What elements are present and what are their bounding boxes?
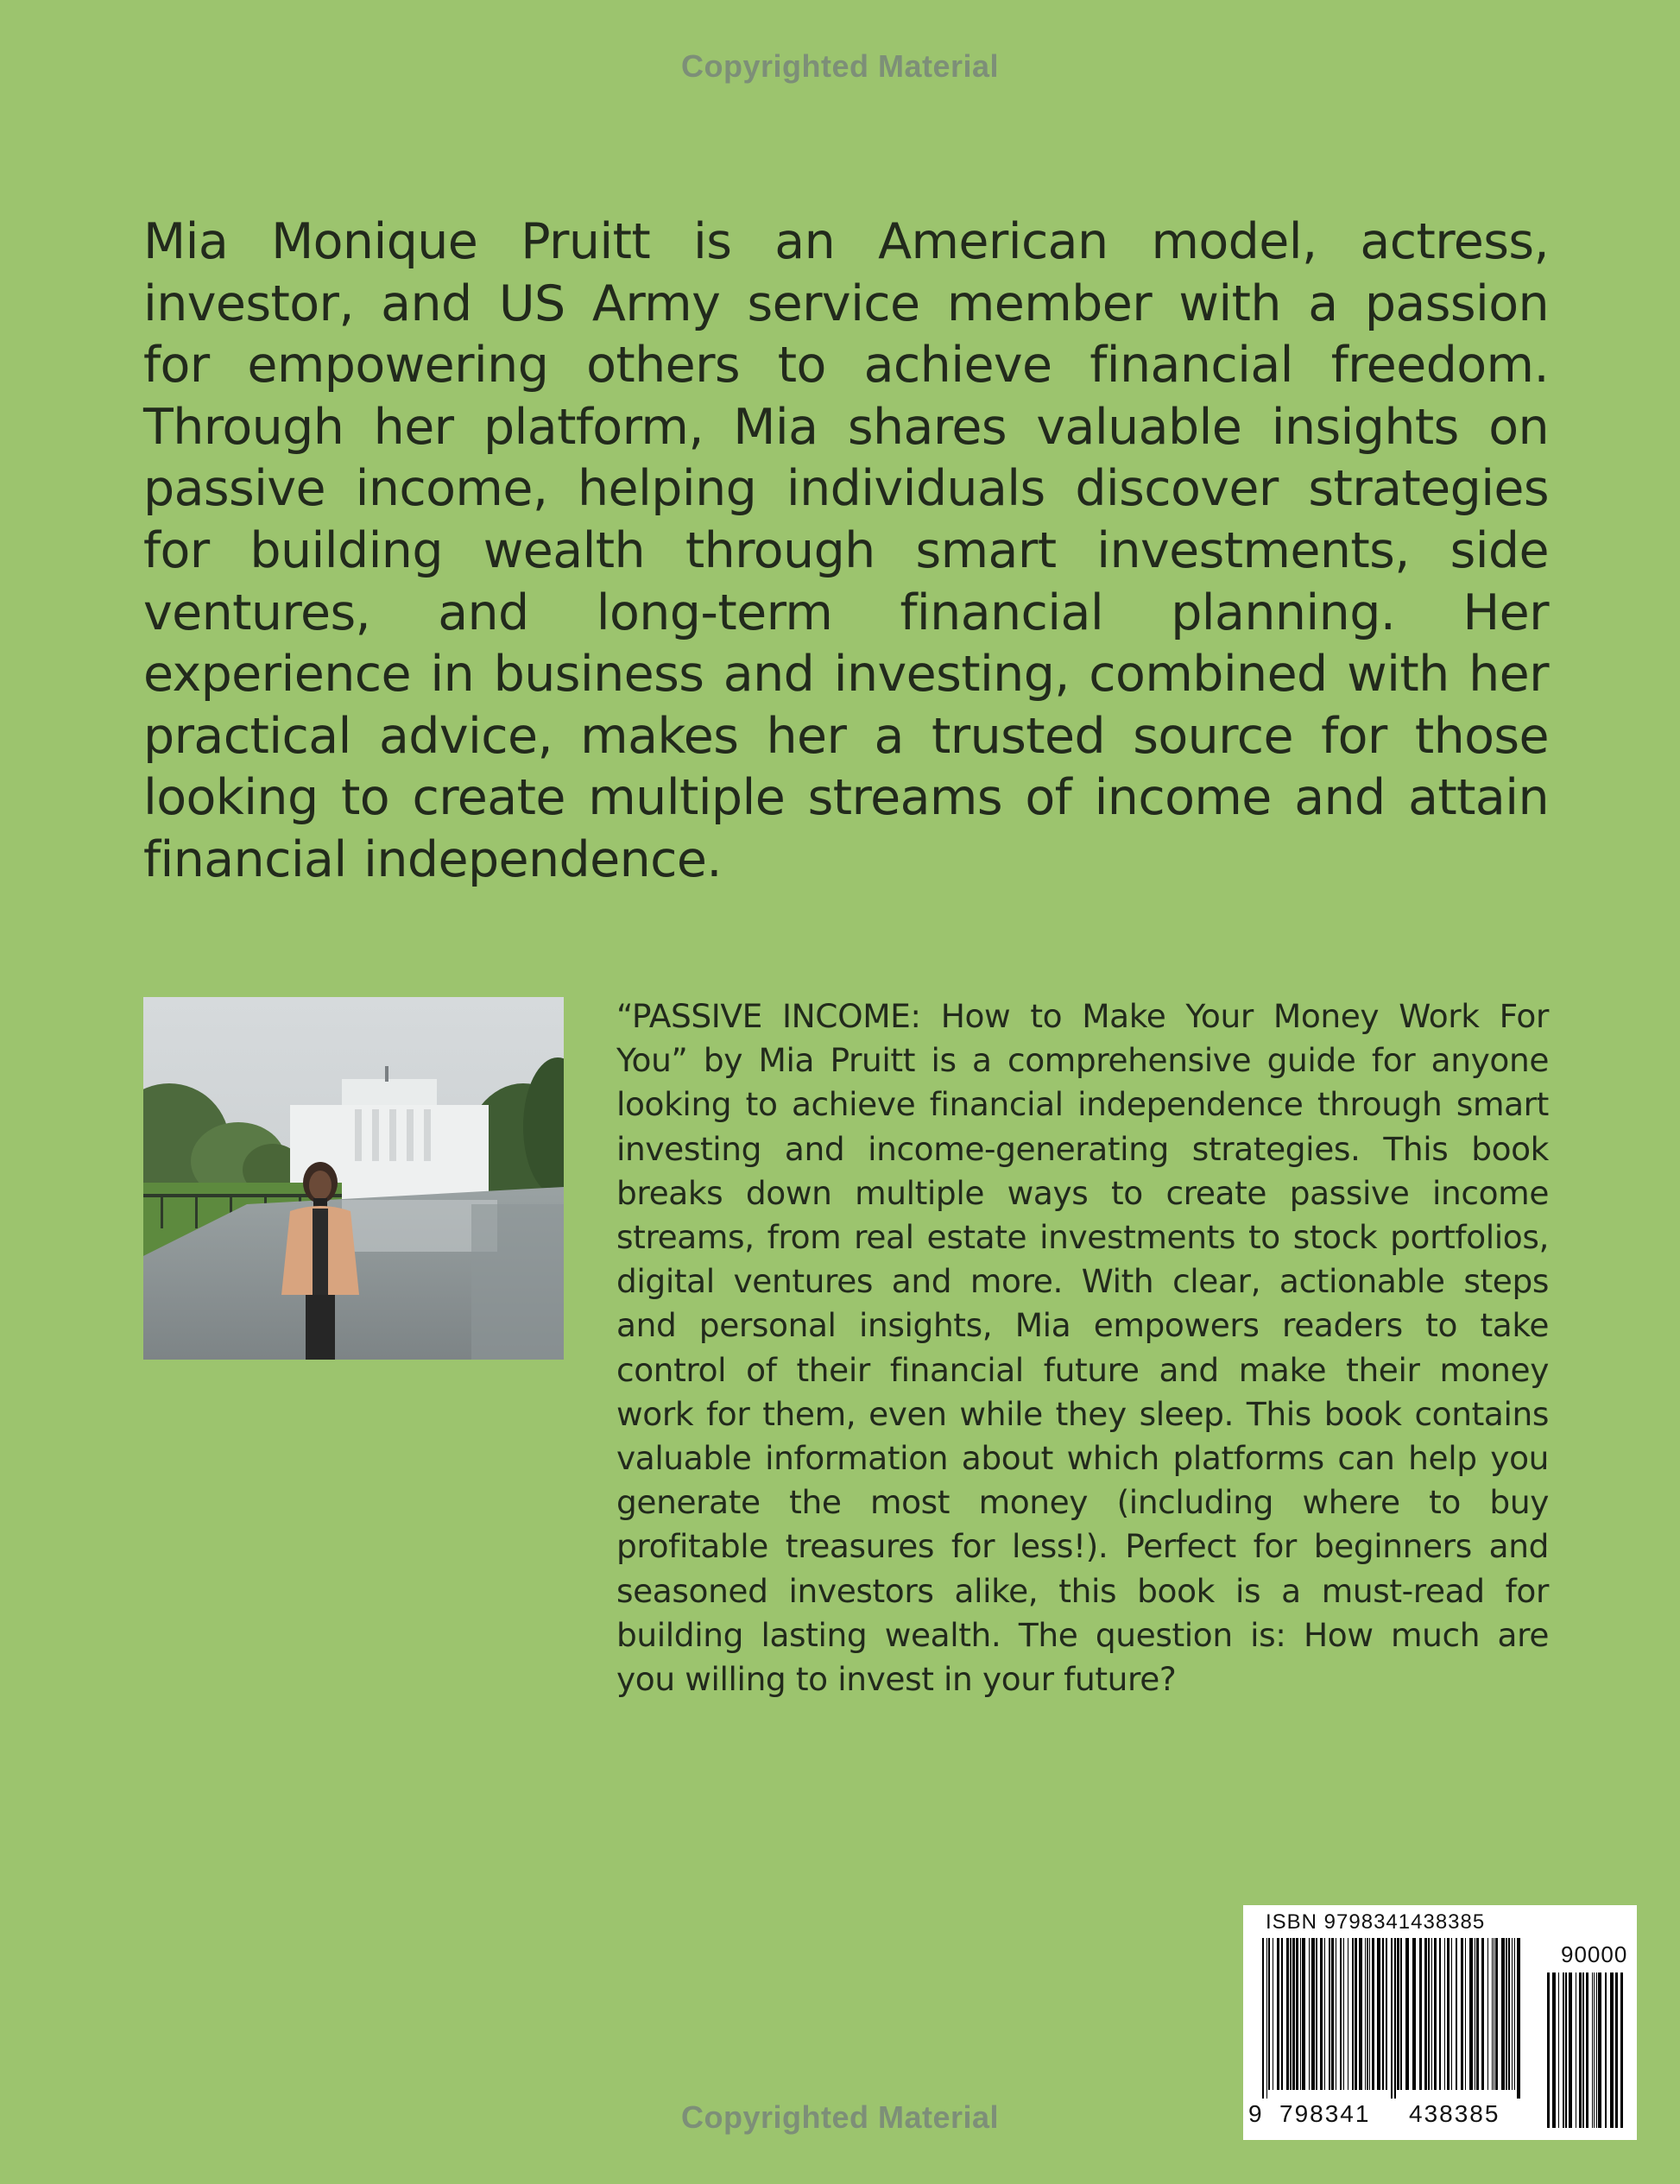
barcode-bar — [1394, 1938, 1396, 2099]
barcode-digit-first: 9 — [1248, 2100, 1264, 2127]
barcode-bar — [1290, 1938, 1292, 2090]
barcode-bar — [1428, 1938, 1430, 2090]
barcode-bar — [1369, 1938, 1370, 2090]
barcode-digits — [1248, 2100, 1528, 2135]
barcode-bar — [1514, 1938, 1515, 2090]
barcode-bar — [1439, 1938, 1441, 2090]
barcode-bar — [1397, 1938, 1399, 2090]
barcode-bar — [1451, 1938, 1452, 2090]
barcode-bar — [1431, 1938, 1432, 2090]
barcode-bar — [1487, 1938, 1488, 2090]
barcode-bar — [1372, 1938, 1374, 2090]
barcode-bar — [1352, 1938, 1354, 2090]
barcode-bar — [1286, 1938, 1289, 2090]
barcode-bar — [1495, 1938, 1498, 2090]
barcode-bar — [1558, 1973, 1559, 2128]
barcode-bar — [1586, 1973, 1588, 2128]
barcode-bar — [1391, 1938, 1393, 2099]
barcode-bar — [1620, 1973, 1623, 2128]
barcode-bar — [1340, 1938, 1342, 2090]
barcode-bar — [1512, 1938, 1513, 2090]
barcode-bar — [1456, 1938, 1457, 2090]
barcode-bar — [1281, 1938, 1283, 2090]
barcode-bar — [1465, 1938, 1466, 2090]
barcode-bar — [1605, 1973, 1607, 2128]
barcode-bar — [1300, 1938, 1301, 2090]
barcode-bar — [1377, 1938, 1380, 2090]
barcode-bar — [1592, 1973, 1593, 2128]
barcode-bar — [1594, 1973, 1595, 2128]
barcode-bar — [1302, 1938, 1305, 2090]
barcode-bar — [1501, 1938, 1505, 2090]
barcode-bar — [1552, 1973, 1556, 2128]
barcode-bar — [1610, 1973, 1614, 2128]
barcode-bar — [1382, 1938, 1384, 2090]
barcode-addon-bars — [1547, 1973, 1623, 2128]
barcode-bar — [1324, 1938, 1325, 2090]
barcode-bar — [1405, 1938, 1409, 2090]
barcode-bar — [1329, 1938, 1330, 2090]
author-bio: Mia Monique Pruitt is an American model, actress, investor, and US Army service member with a passion for empowering others to achieve financial freedom. Through her platform, Mia shares valuable insights on passive income, helping individuals discover strategies for building wealth through smart investments, side ventures, and long-term financial planning. Her experience in business and investing, combined with her practical advice, makes her a trusted source for those looking to create multiple streams of income and attain financial independence. — [143, 213, 1549, 888]
barcode-bar — [1579, 1973, 1582, 2128]
barcode-bar — [1412, 1938, 1416, 2090]
barcode-bar — [1359, 1938, 1362, 2090]
isbn-barcode — [1243, 1905, 1637, 2140]
barcode-bar — [1492, 1938, 1493, 2090]
isbn-label: ISBN 9798341438385 — [1266, 1910, 1486, 1934]
barcode-bar — [1506, 1938, 1507, 2090]
barcode-bar — [1565, 1973, 1567, 2128]
barcode-bar — [1596, 1973, 1597, 2128]
barcode-bar — [1517, 1938, 1520, 2099]
barcode-bar — [1419, 1938, 1422, 2090]
price-code: 90000 — [1561, 1941, 1628, 1967]
barcode-bar — [1582, 1973, 1584, 2128]
barcode-bar — [1434, 1938, 1437, 2090]
barcode-bar — [1277, 1938, 1279, 2090]
barcode-bar — [1343, 1938, 1344, 2090]
barcode-bar — [1266, 1938, 1267, 2099]
barcode-bar — [1424, 1938, 1427, 2090]
barcode-digit-group-1: 798341 — [1279, 2100, 1371, 2127]
barcode-bar — [1447, 1938, 1449, 2090]
barcode-bar — [1367, 1938, 1368, 2090]
barcode-bar — [1365, 1938, 1366, 2090]
author-photo — [143, 997, 564, 1360]
barcode-bar — [1508, 1938, 1510, 2090]
barcode-bar — [1316, 1938, 1317, 2090]
barcode-bar — [1355, 1938, 1357, 2090]
barcode-bar — [1331, 1938, 1334, 2090]
barcode-bar — [1476, 1938, 1479, 2090]
barcode-bars — [1262, 1938, 1521, 2099]
barcode-bar — [1563, 1973, 1564, 2128]
barcode-bar — [1262, 1938, 1264, 2099]
barcode-bar — [1547, 1973, 1550, 2128]
barcode-bar — [1598, 1973, 1601, 2128]
barcode-bar — [1469, 1938, 1473, 2090]
watermark-top: Copyrighted Material — [680, 48, 1000, 84]
watermark-bottom: Copyrighted Material — [680, 2099, 1000, 2135]
barcode-bar — [1386, 1938, 1387, 2090]
barcode-bar — [1268, 1938, 1270, 2090]
barcode-bar — [1296, 1938, 1298, 2090]
barcode-bar — [1481, 1938, 1484, 2090]
barcode-bar — [1320, 1938, 1323, 2090]
barcode-bar — [1311, 1938, 1315, 2090]
barcode-bar — [1615, 1973, 1618, 2128]
barcode-bar — [1292, 1938, 1295, 2090]
barcode-bar — [1400, 1938, 1402, 2090]
barcode-bar — [1309, 1938, 1310, 2090]
barcode-bar — [1444, 1938, 1445, 2090]
barcode-bar — [1461, 1938, 1463, 2090]
barcode-digit-group-2: 438385 — [1409, 2100, 1500, 2127]
barcode-bar — [1569, 1973, 1572, 2128]
book-description: “PASSIVE INCOME: How to Make Your Money Work For You” by Mia Pruitt is a comprehensive guide for anyone looking to achieve financial independence through smart investing and income-generating strategies. This book breaks down multiple ways to create passive income streams, from real estate investments to stock portfolios, digital ventures and more. With clear, actionable steps and personal insights, Mia empowers readers to take control of their financial future and make their money work for them, even while they sleep. This book contains valuable information about which platforms can help you generate the most money (including where to buy profitable treasures for less!). Perfect for beginners and seasoned investors alike, this book is a must-read for building lasting wealth. The question is: How much are you willing to invest in your future? — [616, 997, 1549, 1699]
